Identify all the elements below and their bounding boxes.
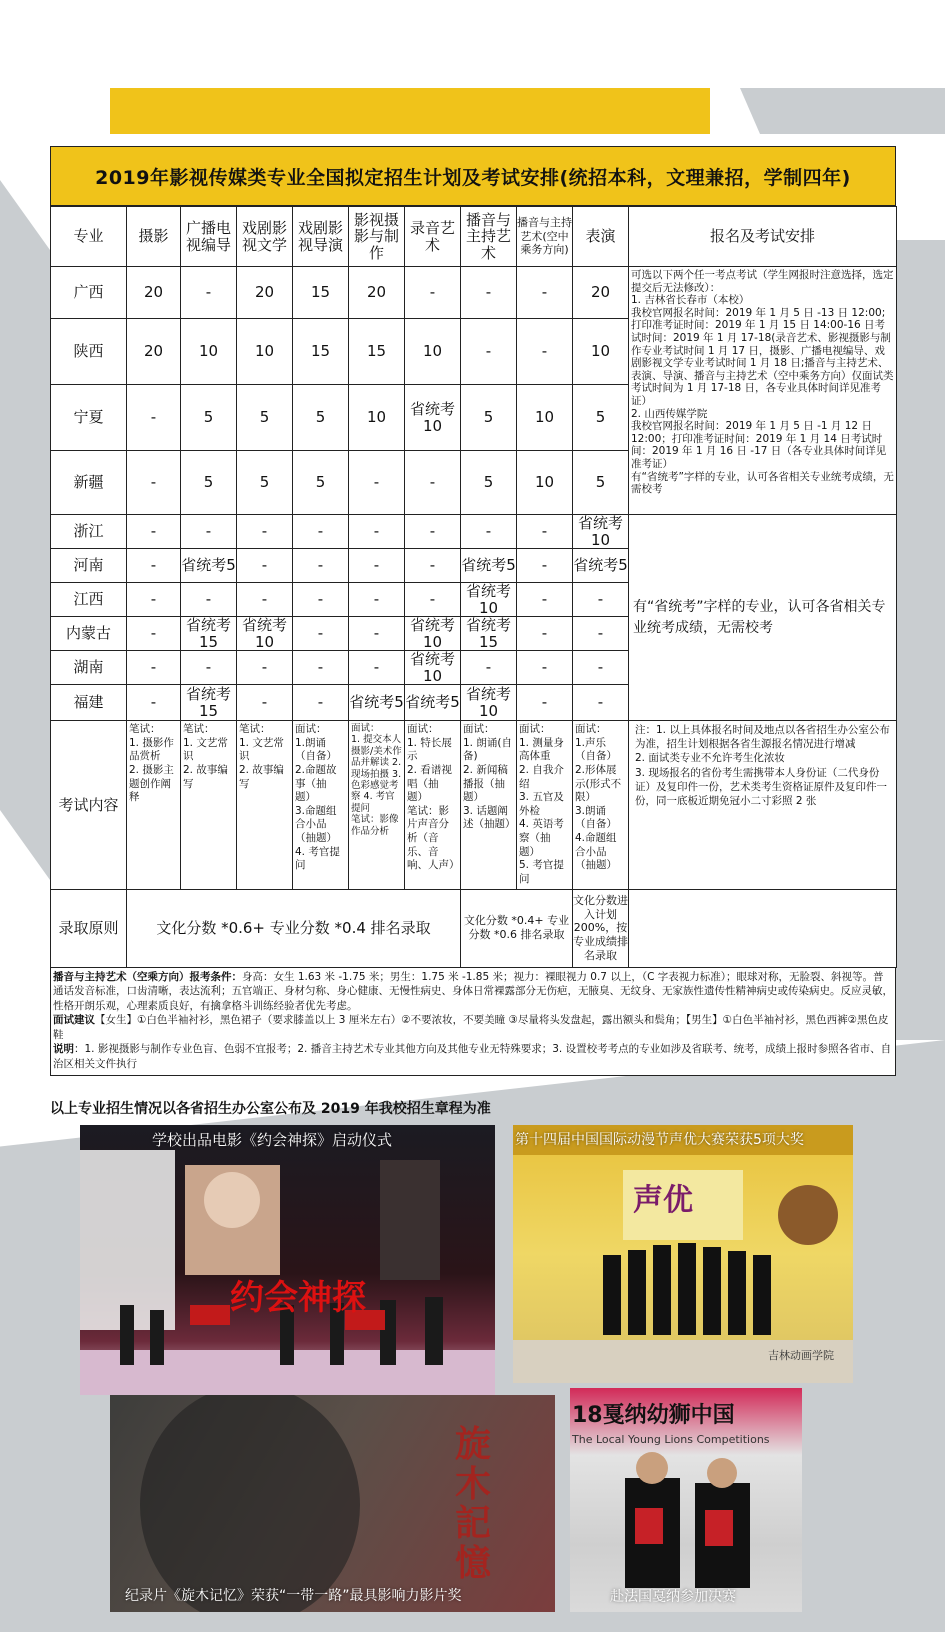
quota-cell: 省统考10 xyxy=(461,685,517,721)
quota-cell: - xyxy=(517,685,573,721)
quota-cell: - xyxy=(349,549,405,583)
admit-label: 录取原则 xyxy=(51,889,127,967)
province-cell: 新疆 xyxy=(51,451,127,515)
province-cell: 浙江 xyxy=(51,515,127,549)
quota-cell: 省统考10 xyxy=(405,617,461,651)
header-cell: 专业 xyxy=(51,207,127,267)
quota-cell: 20 xyxy=(349,267,405,319)
quota-cell: - xyxy=(349,451,405,515)
province-cell: 陕西 xyxy=(51,319,127,385)
photo-caption: 第十四届中国国际动漫节声优大赛荣获5项大奖 xyxy=(515,1132,804,1148)
quota-cell: 省统考10 xyxy=(405,385,461,451)
film-launch-illustration xyxy=(80,1125,495,1395)
quota-cell: - xyxy=(405,549,461,583)
quota-cell: - xyxy=(127,617,181,651)
admission-row xyxy=(51,889,897,967)
exam-cell: 面试： 1.朗诵（自备） 2.命题故事（抽题） 3.命题组合小品（抽题） 4. 考官提问 xyxy=(293,721,349,890)
header-cell: 影视摄影与制作 xyxy=(349,207,405,267)
photo-voice-award xyxy=(513,1125,853,1383)
quota-cell: - xyxy=(573,685,629,721)
quota-cell: 省统考5 xyxy=(405,685,461,721)
quota-cell: - xyxy=(517,583,573,617)
quota-cell: 15 xyxy=(293,267,349,319)
province-cell: 江西 xyxy=(51,583,127,617)
quota-cell: - xyxy=(405,267,461,319)
quota-cell: - xyxy=(181,583,237,617)
quota-cell: - xyxy=(461,515,517,549)
quota-cell: - xyxy=(461,651,517,685)
condition-line xyxy=(53,1013,893,1042)
photo-banner-sub: The Local Young Lions Competitions xyxy=(572,1433,770,1446)
quota-cell: 10 xyxy=(349,385,405,451)
condition-text: 身高：女生 1.63 米 -1.75 米；男生：1.75 米 -1.85 米；视力：裸眼视力 0.7 以上，（C 字表视力标准）；眼球对称，无脸裂、斜视等。普通话发音标准，口齿清晰，表达流利；五官端正、身材匀称、身心健康、无慢性病史、身体日常裸露部分无伤疤，无腋臭、无纹身、无家族性遗传性精神病史或传染病史。反应灵敏，性格开朗乐观，心理素质良好，有擒拿格斗训练经验者优先考虑。 xyxy=(53,970,893,1012)
quota-cell: 省统考10 xyxy=(237,617,293,651)
admit-rule-1: 文化分数 *0.6+ 专业分数 *0.4 排名录取 xyxy=(127,889,461,967)
bg-band-right xyxy=(896,240,945,1040)
quota-cell: 省统考10 xyxy=(573,515,629,549)
condition-text: 【女生】①白色半袖衬衫，黑色裙子（要求膝盖以上 3 厘米左右）②不要浓妆，不要美瞳 ③尽量将头发盘起，露出额头和鬓角；【男生】①白色半袖衬衫，黑色西裤②黑色皮鞋 xyxy=(53,1014,889,1041)
enrollment-table xyxy=(50,206,897,968)
quota-cell: - xyxy=(293,617,349,651)
quota-cell: - xyxy=(573,651,629,685)
quota-cell: 10 xyxy=(405,319,461,385)
quota-cell: 10 xyxy=(181,319,237,385)
quota-cell: 省统考10 xyxy=(405,651,461,685)
photo-caption: 纪录片《旋木记忆》荣获“一带一路”最具影响力影片奖 xyxy=(125,1588,462,1604)
province-cell: 福建 xyxy=(51,685,127,721)
quota-cell: - xyxy=(237,651,293,685)
quota-cell: 省统考5 xyxy=(349,685,405,721)
quota-cell: 15 xyxy=(349,319,405,385)
quota-cell: 15 xyxy=(293,319,349,385)
quota-cell: 省统考5 xyxy=(461,549,517,583)
photo-documentary-award xyxy=(110,1395,555,1612)
province-cell: 宁夏 xyxy=(51,385,127,451)
table-row xyxy=(51,267,897,319)
quota-cell: - xyxy=(293,583,349,617)
header-cell: 戏剧影视文学 xyxy=(237,207,293,267)
condition-label: 面试建议 xyxy=(53,1014,95,1027)
exam-notes: 注：1. 以上具体报名时间及地点以各省招生办公室公布为准，招生计划根据各省生源报名情况进行增减 2. 面试类专业不允许考生化浓妆 3. 现场报名的省份考生需携带本人身份证（二代身份证）及复印件一份，艺术类考生资格证原件及复印件一份，同一底板近期免冠小二寸彩照 2 张 xyxy=(629,721,897,890)
photo-caption: 学校出品电影《约会神探》启动仪式 xyxy=(152,1131,393,1149)
condition-line xyxy=(53,970,893,1013)
photo-caption: 赴法国戛纳参加决赛 xyxy=(610,1589,736,1605)
header-gray-bar xyxy=(740,88,945,134)
quota-cell: - xyxy=(127,549,181,583)
conditions-block xyxy=(50,968,896,1076)
quota-cell: - xyxy=(293,549,349,583)
enrollment-sheet xyxy=(50,146,896,1076)
quota-cell: 5 xyxy=(237,385,293,451)
quota-cell: 20 xyxy=(127,319,181,385)
quota-cell: 5 xyxy=(237,451,293,515)
province-cell: 广西 xyxy=(51,267,127,319)
schedule-info: 可选以下两个任一考点考试（学生网报时注意选择，选定提交后无法修改）： 1. 吉林省长春市（本校） 我校官网报名时间：2019 年 1 月 5 日 -13 日 12:00; 打印准考证时间：2019 年 1 月 15 日 14:00-16 日考试时间：2019 年 1 月 17-18(录音艺术、影视摄影与制作专业考试时间 1 月 17 日，摄影、广播电视编导、戏剧影视文学专业考试时间 1 月 18 日;播音与主持艺术、表演、导演、播音与主持艺术（空中乘务方向）仅面试类考试时间为 1 月 17-18 日，各专业具体时间详见准考证） 2. 山西传媒学院 我校官网报名时间：2019 年 1 月 5 日 -1 月 12 日 12:00；打印准考证时间：2019 年 1 月 14 日考试时间：2019 年 1 月 16 日 -17 日（各专业具体时间详见准考证） 有“省统考”字样的专业，认可各省相关专业统考成绩，无需校考 xyxy=(629,267,897,515)
quota-cell: - xyxy=(181,267,237,319)
quota-cell: 省统考15 xyxy=(461,617,517,651)
quota-cell: 省统考15 xyxy=(181,685,237,721)
quota-cell: 5 xyxy=(181,451,237,515)
exam-cell: 面试： 1. 特长展示 2. 看谱视唱（抽题） 笔试：影片声音分析（音乐、音响、人声） xyxy=(405,721,461,890)
quota-cell: 10 xyxy=(573,319,629,385)
quota-cell: 5 xyxy=(181,385,237,451)
province-cell: 内蒙古 xyxy=(51,617,127,651)
quota-cell: - xyxy=(573,617,629,651)
exam-label: 考试内容 xyxy=(51,721,127,890)
exam-cell: 笔试： 1. 文艺常识 2. 故事编写 xyxy=(237,721,293,890)
quota-cell: 省统考10 xyxy=(461,583,517,617)
voice-award-illustration xyxy=(513,1125,853,1383)
quota-cell: - xyxy=(237,549,293,583)
quota-cell: 省统考5 xyxy=(181,549,237,583)
exam-cell: 笔试： 1. 文艺常识 2. 故事编写 xyxy=(181,721,237,890)
exam-cell: 笔试： 1. 摄影作品赏析 2. 摄影主题创作阐释 xyxy=(127,721,181,890)
photo-banner-text: 18戛纳幼狮中国 xyxy=(572,1403,735,1428)
quota-cell: - xyxy=(181,651,237,685)
quota-cell: - xyxy=(405,451,461,515)
quota-cell: - xyxy=(237,685,293,721)
header-cell: 报名及考试安排 xyxy=(629,207,897,267)
header-cell: 播音与主持艺术 xyxy=(461,207,517,267)
quota-cell: - xyxy=(127,583,181,617)
quota-cell: - xyxy=(517,319,573,385)
photo-logo-text: 吉林动画学院 xyxy=(768,1349,834,1362)
provincial-exam-note: 有“省统考”字样的专业，认可各省相关专业统考成绩，无需校考 xyxy=(629,515,897,721)
quota-cell: 20 xyxy=(237,267,293,319)
quota-cell: - xyxy=(349,651,405,685)
header-cell: 录音艺术 xyxy=(405,207,461,267)
quota-cell: - xyxy=(461,319,517,385)
quota-cell: 5 xyxy=(461,385,517,451)
photo-stage-text: 声优 xyxy=(633,1183,693,1218)
quota-cell: - xyxy=(517,651,573,685)
admit-rule-3: 文化分数进入计划 200%，按专业成绩排名录取 xyxy=(573,889,629,967)
quota-cell: - xyxy=(127,451,181,515)
quota-cell: - xyxy=(405,583,461,617)
quota-cell: 10 xyxy=(517,385,573,451)
quota-cell: 20 xyxy=(127,267,181,319)
quota-cell: - xyxy=(293,515,349,549)
quota-cell: - xyxy=(237,515,293,549)
condition-label: 说明 xyxy=(53,1043,74,1056)
quota-cell: - xyxy=(517,515,573,549)
quota-cell: 5 xyxy=(573,451,629,515)
quota-cell: 20 xyxy=(573,267,629,319)
quota-cell: - xyxy=(461,267,517,319)
quota-cell: 省统考15 xyxy=(181,617,237,651)
header-row xyxy=(51,207,897,267)
quota-cell: - xyxy=(573,583,629,617)
photo-film-launch xyxy=(80,1125,495,1395)
quota-cell: - xyxy=(127,651,181,685)
header-cell: 戏剧影视导演 xyxy=(293,207,349,267)
exam-row xyxy=(51,721,897,890)
admit-empty-cell xyxy=(629,889,897,967)
quota-cell: 10 xyxy=(237,319,293,385)
quota-cell: - xyxy=(293,685,349,721)
quota-cell: - xyxy=(349,583,405,617)
condition-text: ：1. 影视摄影与制作专业色盲、色弱不宜报考；2. 播音主持艺术专业其他方向及其他专业无特殊要求；3. 设置校考考点的专业如涉及省联考、统考，成绩上报时参照各省市、自治区相关文件执行 xyxy=(53,1043,892,1070)
quota-cell: 5 xyxy=(461,451,517,515)
table-row xyxy=(51,515,897,549)
photo-movie-title: 约会神探 xyxy=(230,1278,366,1318)
quota-cell: - xyxy=(237,583,293,617)
quota-cell: - xyxy=(349,617,405,651)
quota-cell: - xyxy=(127,385,181,451)
admit-rule-2: 文化分数 *0.4+ 专业分数 *0.6 排名录取 xyxy=(461,889,573,967)
province-cell: 湖南 xyxy=(51,651,127,685)
exam-cell: 面试： 1.声乐（自备） 2.形体展示(形式不限） 3.朗诵（自备） 4.命题组合小品（抽题） xyxy=(573,721,629,890)
quota-cell: - xyxy=(293,651,349,685)
quota-cell: 省统考5 xyxy=(573,549,629,583)
table-title: 2019年影视传媒类专业全国拟定招生计划及考试安排(统招本科，文理兼招，学制四年) xyxy=(50,146,896,206)
quota-cell: - xyxy=(181,515,237,549)
header-cell: 摄影 xyxy=(127,207,181,267)
quota-cell: 5 xyxy=(293,451,349,515)
header-cell: 表演 xyxy=(573,207,629,267)
quota-cell: - xyxy=(127,515,181,549)
quota-cell: - xyxy=(127,685,181,721)
quota-cell: - xyxy=(517,267,573,319)
photo-cannes-final xyxy=(570,1388,802,1612)
quota-cell: - xyxy=(517,549,573,583)
exam-cell: 面试： 1. 朗诵(自备) 2. 新闻稿播报（抽题） 3. 话题阐述（抽题） xyxy=(461,721,517,890)
standard-note: 以上专业招生情况以各省招生办公室公布及 2019 年我校招生章程为准 xyxy=(50,1101,491,1117)
photo-film-title: 旋木記憶 xyxy=(455,1424,492,1584)
quota-cell: 5 xyxy=(573,385,629,451)
header-cell: 广播电视编导 xyxy=(181,207,237,267)
bg-band-left xyxy=(0,180,50,880)
exam-cell: 面试： 1. 测量身高体重 2. 自我介绍 3. 五官及外检 4. 英语考察（抽题） 5. 考官提问 xyxy=(517,721,573,890)
condition-label: 播音与主持艺术（空乘方向）报考条件： xyxy=(53,970,242,983)
quota-cell: 10 xyxy=(517,451,573,515)
quota-cell: 5 xyxy=(293,385,349,451)
province-cell: 河南 xyxy=(51,549,127,583)
condition-line xyxy=(53,1042,893,1071)
header-cell: 播音与主持艺术(空中乘务方向) xyxy=(517,207,573,267)
quota-cell: - xyxy=(517,617,573,651)
quota-cell: - xyxy=(405,515,461,549)
header-accent-bar xyxy=(110,88,710,134)
exam-cell: 面试： 1. 提交本人摄影/美术作品并解读 2. 现场拍摄 3. 色彩感觉考察 4. 考官提问 笔试：影像作品分析 xyxy=(349,721,405,890)
quota-cell: - xyxy=(349,515,405,549)
